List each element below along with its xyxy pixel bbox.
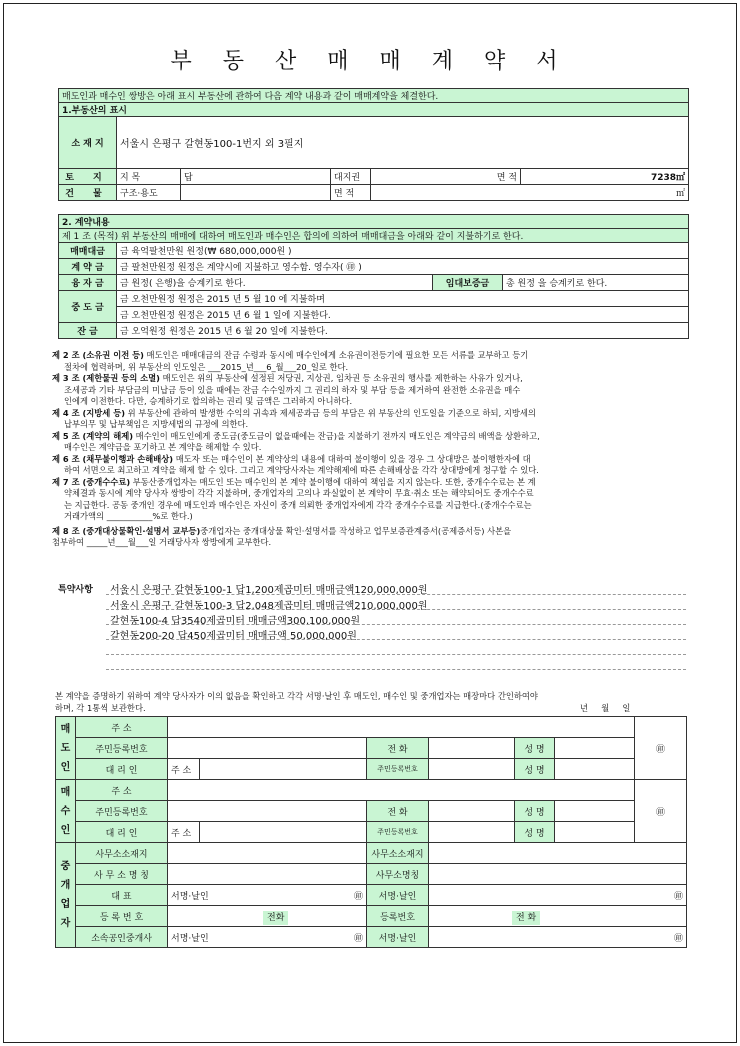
buyer-agent-label: 대 리 인 bbox=[76, 822, 168, 843]
article1-text: 제 1 조 (목적) 위 부동산의 매매에 대하여 매도인과 매수인은 합의에 의하여 매매대금을 아래와 같이 지불하기로 한다. bbox=[59, 229, 689, 243]
land-right-label: 대지권 bbox=[331, 169, 371, 185]
article-5-line: 매수인은 계약금을 포기하고 본 계약을 해제할 수 있다. bbox=[64, 442, 262, 452]
broker-affiliated-label: 소속공인중개사 bbox=[76, 927, 168, 948]
price-label: 매매대금 bbox=[59, 243, 117, 259]
building-area-label: 면 적 bbox=[331, 185, 371, 201]
special-term-3: 갈현동100-4 답3540제곱미터 매매금액300,100,000원 bbox=[110, 616, 361, 627]
broker2-affiliated-seal: ㊞ bbox=[429, 927, 687, 948]
parties-table bbox=[55, 716, 687, 948]
buyer-agent-id-label: 주민등록번호 bbox=[367, 822, 429, 843]
location-label: 소 재 지 bbox=[59, 117, 117, 169]
lease-value: 총 원정 을 승계키로 한다. bbox=[503, 275, 689, 291]
article-4: 제 4 조 (지방세 등) 위 부동산에 관하여 발생한 수익의 귀속과 제세공과금 등의 부담은 위 부동산의 인도일을 기준으로 하되, 지방세의 bbox=[52, 407, 536, 418]
property-table bbox=[58, 88, 689, 201]
special-term-1: 서울시 은평구 갈현동100-1 답1,200제곱미터 매매금액120,000,000원 bbox=[110, 585, 428, 596]
lease-label: 임대보증금 bbox=[433, 275, 503, 291]
buyer-agent-address-label: 주 소 bbox=[168, 822, 200, 843]
buyer-agent-name-label: 성 명 bbox=[515, 822, 555, 843]
seller-address-label: 주 소 bbox=[76, 717, 168, 738]
broker2-seal: ㊞ bbox=[429, 885, 687, 906]
deposit-label: 계 약 금 bbox=[59, 259, 117, 275]
article-2: 제 2 조 (소유권 이전 등) 매도인은 매매대금의 잔금 수령과 동시에 매수인에게 소유권이전등기에 필요한 모든 서류를 교부하고 등기 bbox=[52, 350, 529, 360]
article-7-line: 약체결과 동시에 계약 당사자 쌍방이 각각 지불하며, 중개업자의 고의나 과실없이 본 계약이 무효·취소 또는 해약되어도 중개수수료 bbox=[64, 488, 534, 498]
broker2-phone-label: 전 화 bbox=[512, 911, 540, 925]
area-label: 면 적 bbox=[496, 173, 517, 183]
loan-label: 융 자 금 bbox=[59, 275, 117, 291]
loan-value: 금 원정( 은행)을 승계키로 한다. bbox=[117, 275, 433, 291]
closing-text-2: 하며, 각 1통씩 보관한다. bbox=[55, 703, 146, 713]
intro-text: 매도인과 매수인 쌍방은 아래 표시 부동산에 관하여 다음 계약 내용과 같이 매매계약을 체결한다. bbox=[59, 89, 689, 103]
broker-seal: ㊞ bbox=[353, 891, 363, 902]
broker-rep-label: 대 표 bbox=[76, 885, 168, 906]
section1-title: 1.부동산의 표시 bbox=[59, 103, 689, 117]
section2-title: 2. 계약내용 bbox=[59, 215, 689, 229]
broker-phone-label: 전화 bbox=[263, 911, 288, 925]
closing-text: 본 계약을 증명하기 위하여 계약 당사자가 이의 없음을 확인하고 각각 서명·날인 후 매도인, 매수인 및 중개업자는 매장마다 간인하여야 bbox=[55, 691, 538, 701]
price-value: 금 육억팔천만원 원정(₩ 680,000,000원 ) bbox=[117, 243, 689, 259]
seller-agent-label: 대 리 인 bbox=[76, 759, 168, 780]
building-label: 건 물 bbox=[59, 185, 117, 201]
balance-value: 금 오억원정 원정은 2015 년 6 월 20 일에 지불한다. bbox=[117, 323, 689, 339]
middle-value-2: 금 오천만원정 원정은 2015 년 6 월 1 일에 지불한다. bbox=[117, 307, 689, 323]
special-term-2: 서울시 은평구 갈현동100-3 답2,048제곱미터 매매금액210,000,000원 bbox=[110, 601, 428, 612]
buyer-label: 매수인 bbox=[56, 780, 76, 843]
buyer-name-label: 성 명 bbox=[515, 801, 555, 822]
article-8: 제 8 조 (중개대상물확인·설명서 교부등)중개업자는 중개대상물 확인·설명서를 작성하고 업무보증관계증서(공제증서등) 사본을 bbox=[52, 525, 512, 536]
seller-id-label: 주민등록번호 bbox=[76, 738, 168, 759]
broker-sign-label: 서명·날인 bbox=[171, 891, 209, 902]
article-5: 제 5 조 (계약의 해제) 매수인이 매도인에게 중도금(중도금이 없을때에는 잔금)을 지불하기 전까지 매도인은 계약금의 배액을 상환하고, bbox=[52, 430, 540, 441]
article-3-line: 조세공과 기타 부담금의 미납금 등이 있을 때에는 잔금 수수일까지 그 권리의 하자 및 부담 등을 제거하여 완전한 소유권을 매수 bbox=[64, 384, 521, 395]
page-title: 부 동 산 매 매 계 약 서 bbox=[170, 49, 570, 74]
broker-affiliated-sign-label: 서명·날인 bbox=[171, 933, 209, 944]
buyer-phone-label: 전 화 bbox=[367, 801, 429, 822]
article-7: 제 7 조 (중개수수료) 부동산중개업자는 매도인 또는 매수인의 본 계약 불이행에 대하여 책임을 지지 않는다. 또한, 중개수수료는 본 계 bbox=[52, 476, 536, 487]
broker2-reg-label: 등록번호 bbox=[367, 906, 429, 927]
location-value: 서울시 은평구 갈현동100-1번지 외 3필지 bbox=[117, 117, 689, 169]
article-7-line: 거래가액의 ___________%로 한다.) bbox=[64, 511, 193, 521]
middle-label: 중 도 금 bbox=[59, 291, 117, 323]
broker-office-address-label: 사무소소재지 bbox=[76, 843, 168, 864]
area-value: 7238㎡ bbox=[521, 169, 689, 185]
broker-reg-label: 등 록 번 호 bbox=[76, 906, 168, 927]
category-label: 지 목 bbox=[117, 169, 181, 185]
broker-label: 중개업자 bbox=[56, 843, 76, 948]
middle-value-1: 금 오천만원정 원정은 2015 년 5 월 10 에 지불하며 bbox=[117, 291, 689, 307]
article-4-line: 납부의무 및 납부책임은 지방세법의 규정에 의한다. bbox=[64, 419, 249, 429]
seller-name-label: 성 명 bbox=[515, 738, 555, 759]
land-label: 토 지 bbox=[59, 169, 117, 185]
articles-block bbox=[52, 350, 692, 549]
special-term-4: 갈현동200-20 답450제곱미터 매매금액 50,000,000원 bbox=[110, 631, 357, 642]
balance-label: 잔 금 bbox=[59, 323, 117, 339]
seller-label: 매도인 bbox=[56, 717, 76, 780]
building-area-unit: ㎡ bbox=[371, 185, 689, 201]
buyer-address-label: 주 소 bbox=[76, 780, 168, 801]
broker2-sign-label: 서명·날인 bbox=[367, 885, 429, 906]
article-2-line: 절차에 협력하며, 위 부동산의 인도일은 ___2015_년___6_월___20_일로 한다. bbox=[64, 361, 349, 372]
broker2-office-name-label: 사무소명칭 bbox=[367, 864, 429, 885]
buyer-id-label: 주민등록번호 bbox=[76, 801, 168, 822]
special-terms-label: 특약사항 bbox=[58, 585, 93, 595]
article-3-line: 인에게 이전한다. 다만, 승계하기로 합의하는 권리 및 금액은 그러하지 아니하다. bbox=[64, 396, 353, 406]
seller-seal: ㊞ bbox=[635, 717, 687, 780]
seller-phone-label: 전 화 bbox=[367, 738, 429, 759]
seller-agent-name-label: 성 명 bbox=[515, 759, 555, 780]
date-line: 년 월 일 bbox=[580, 703, 631, 713]
article-7-line: 는 지급한다. 공동 중개인 경우에 매도인과 매수인은 자신이 중개 의뢰한 중개업자에게 각각 중개수수료를 지급한다.(중개수수료는 bbox=[64, 499, 532, 510]
buyer-seal: ㊞ bbox=[635, 780, 687, 843]
article-6-line: 하여 서면으로 최고하고 계약을 해제 할 수 있다. 그리고 계약당사자는 계약해제에 따른 손해배상을 각각 상대방에게 청구할 수 있다. bbox=[64, 465, 539, 475]
structure-label: 구조·용도 bbox=[117, 185, 181, 201]
seller-agent-id-label: 주민등록번호 bbox=[367, 759, 429, 780]
seller-agent-address-label: 주 소 bbox=[168, 759, 200, 780]
category-value: 답 bbox=[181, 169, 331, 185]
article-8-line: 첨부하여 _____년___월___일 거래당사자 쌍방에게 교부한다. bbox=[52, 537, 272, 547]
broker2-affiliated-sign-label: 서명·날인 bbox=[367, 927, 429, 948]
article-3: 제 3 조 (제한물권 등의 소멸) 매도인은 위의 부동산에 설정된 저당권, 지상권, 임차권 등 소유권의 행사를 제한하는 사유가 있거나, bbox=[52, 373, 523, 383]
broker2-office-address-label: 사무소소재지 bbox=[367, 843, 429, 864]
broker-affiliated-seal: ㊞ bbox=[353, 933, 363, 944]
broker-office-name-label: 사 무 소 명 칭 bbox=[76, 864, 168, 885]
article-6: 제 6 조 (채무불이행과 손해배상) 매도자 또는 매수인이 본 계약상의 내용에 대하여 불이행이 있을 경우 그 상대방은 불이행한자에 대 bbox=[52, 453, 531, 464]
payment-table bbox=[58, 214, 689, 339]
deposit-value: 금 팔천만원정 원정은 계약시에 지불하고 영수함. 영수자( ㊞ ) bbox=[117, 259, 689, 275]
